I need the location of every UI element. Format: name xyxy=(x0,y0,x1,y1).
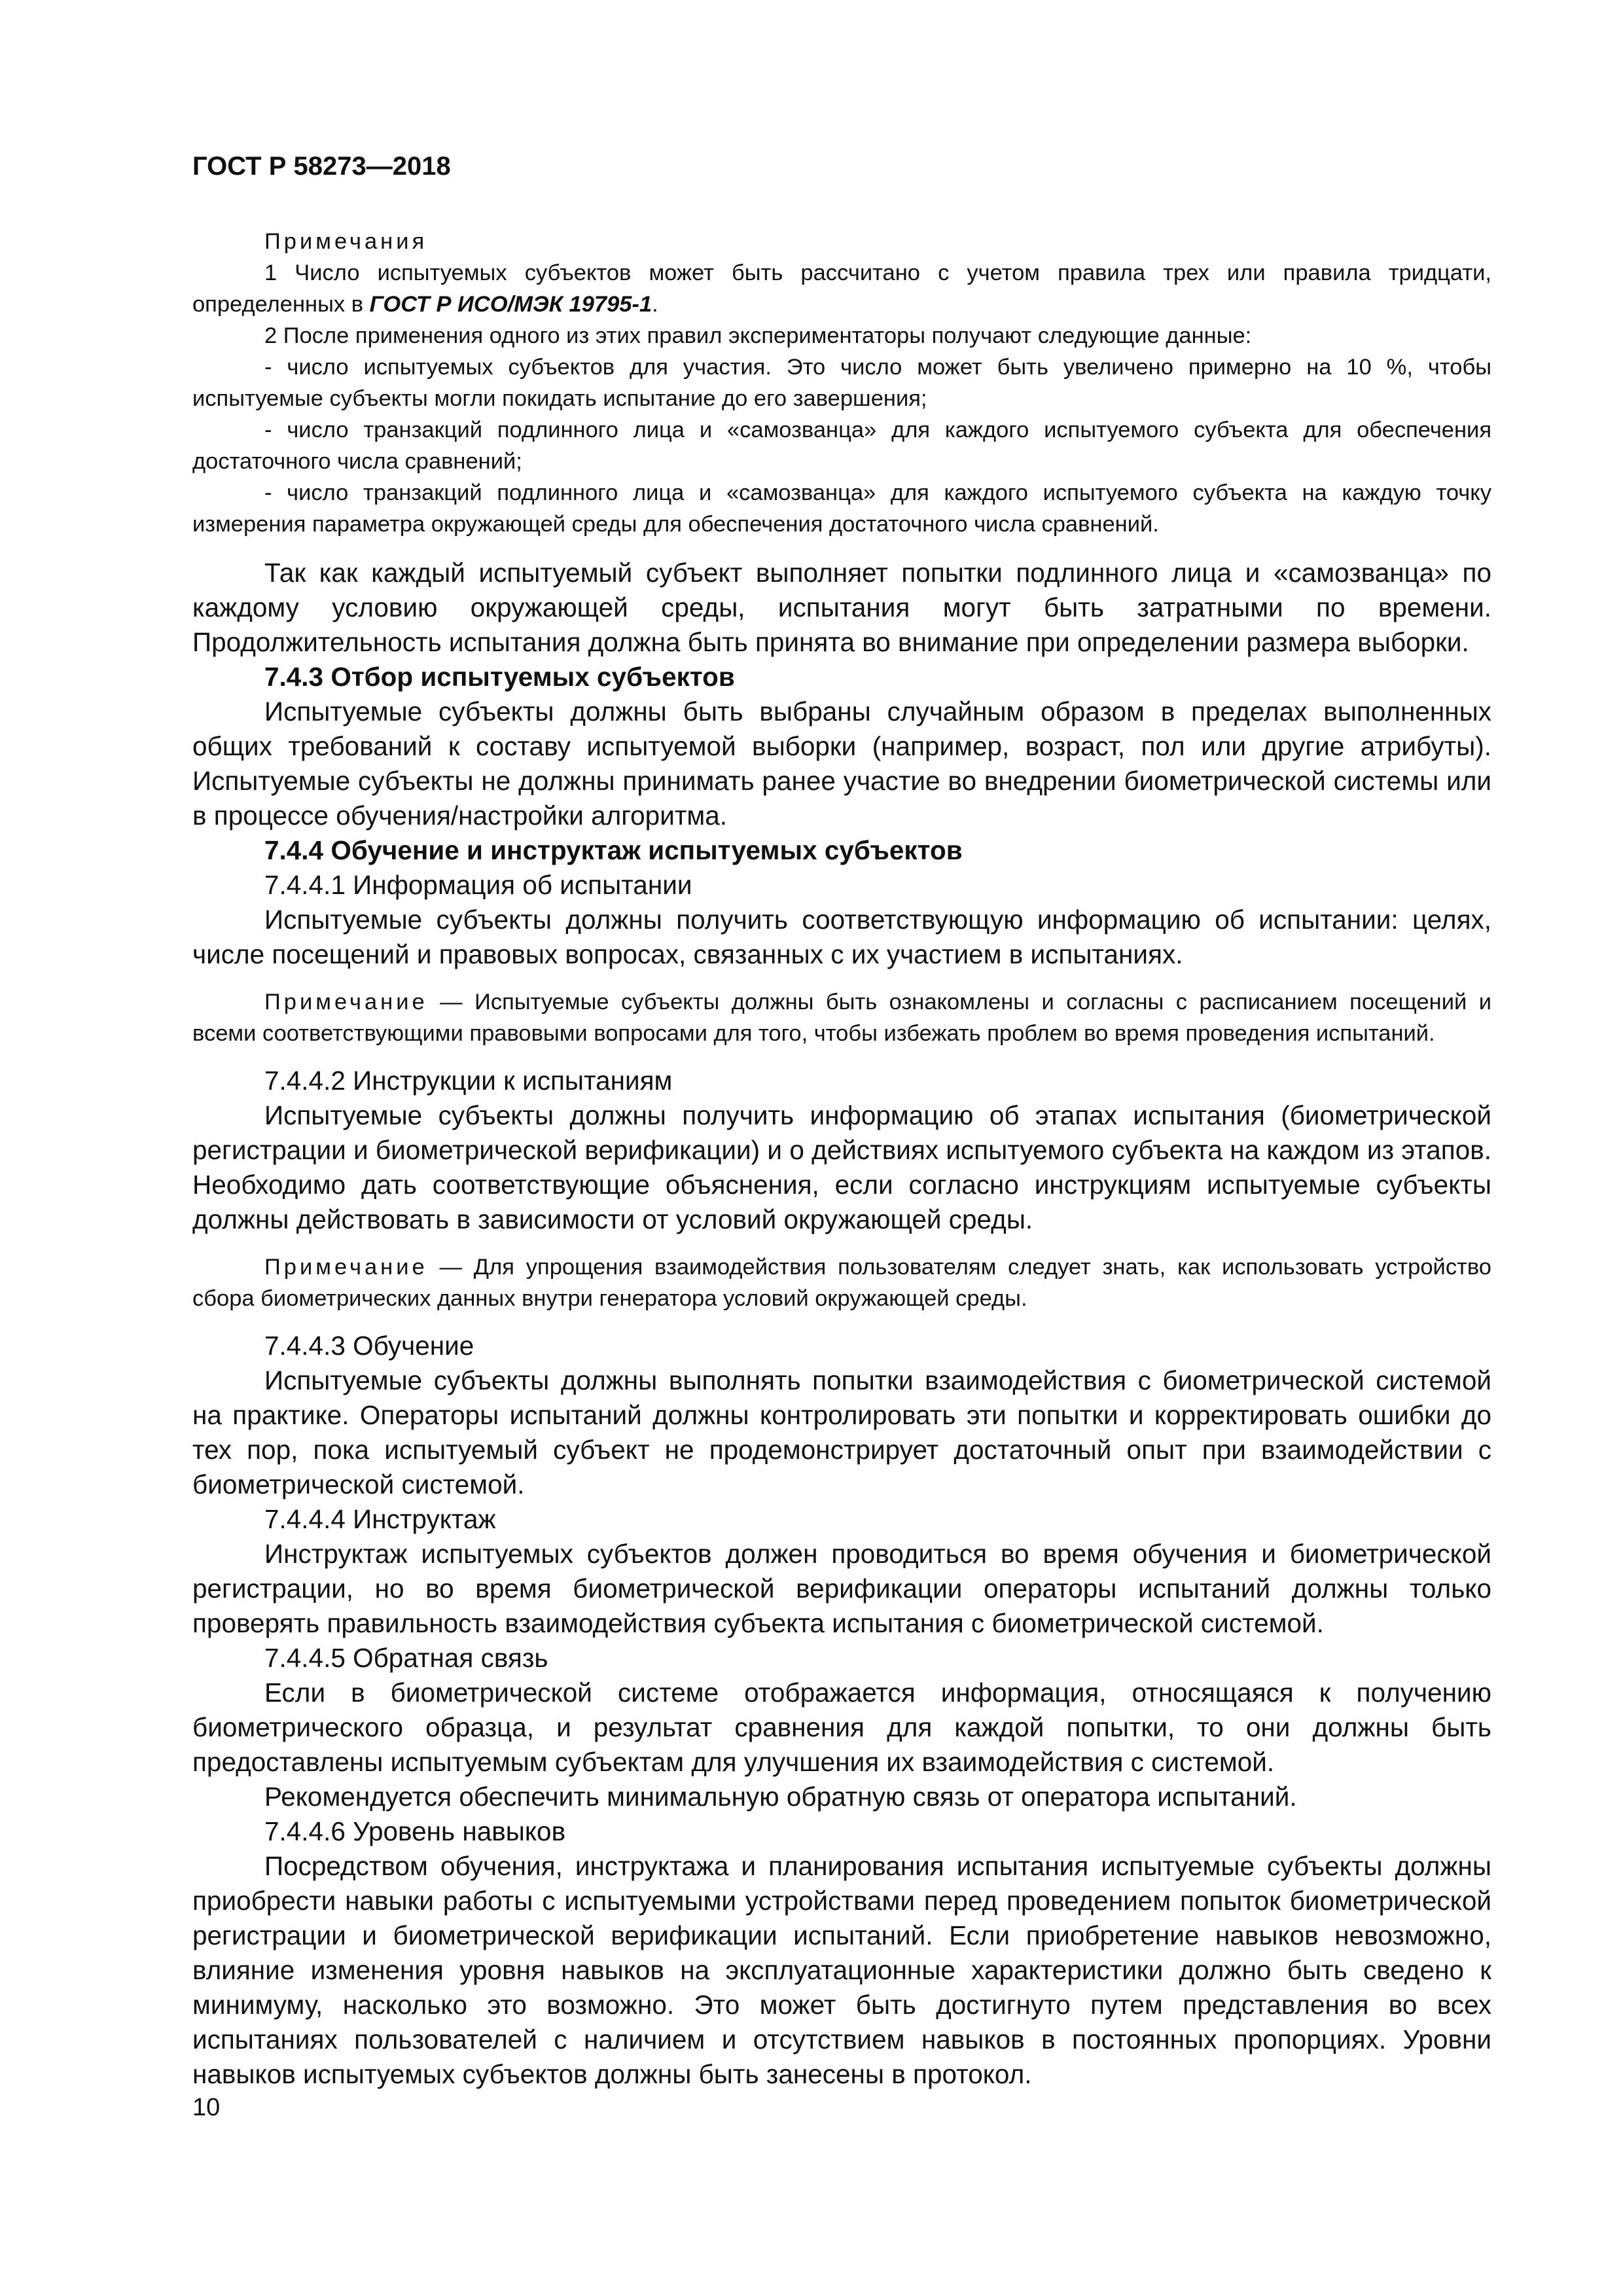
note-2-bullet-3: - число транзакций подлинного лица и «самозванца» для каждого испытуемого субъекта на каждую точку измерения параметра окружающей среды для обеспечения достаточного числа сравнений. xyxy=(192,480,1491,537)
paragraph-test-duration: Так как каждый испытуемый субъект выполняет попытки подлинного лица и «самозванца» по каждому условию окружающей среды, испытания могут быть затратными по времени. Продолжительность испытания должна быть принята во внимание при определении размера выборки. xyxy=(192,558,1491,657)
subsection-heading-7-4-4-6: 7.4.4.6 Уровень навыков xyxy=(264,1816,566,1846)
note-1-text: 1 Число испытуемых субъектов может быть рассчитано с учетом правила трех или правила тридцати, определенных в xyxy=(192,260,1491,317)
note-label: Примечание xyxy=(264,1255,428,1280)
note-1-end: . xyxy=(652,292,658,317)
note-text: — Испытуемые субъекты должны быть ознакомлены и согласны с расписанием посещений и всеми соответствующими правовыми вопросами для того, чтобы избежать проблем во время проведения испытаний. xyxy=(192,990,1491,1046)
standard-designation: ГОСТ Р 58273—2018 xyxy=(192,152,451,181)
paragraph-7-4-4-1: Испытуемые субъекты должны получить соответствующую информацию об испытании: целях, числе посещений и правовых вопросах, связанных с их участием в испытаниях. xyxy=(192,905,1491,969)
paragraph-7-4-4-2: Испытуемые субъекты должны получить информацию об этапах испытания (биометрической регистрации и биометрической верификации) и о действиях испытуемого субъекта на каждом из этапов. Необходимо дать соответствующие объяснения, если согласно инструкциям испытуемые субъекты должны действовать в зависимости от условий окружающей среды. xyxy=(192,1100,1491,1234)
paragraph-7-4-4-3: Испытуемые субъекты должны выполнять попытки взаимодействия с биометрической системой на практике. Операторы испытаний должны контролировать эти попытки и корректировать ошибки до тех пор, пока испытуемый субъект не продемонстрирует достаточный опыт при взаимодействии с биометрической системой. xyxy=(192,1365,1491,1499)
note-2: 2 После применения одного из этих правил экспериментаторы получают следующие данные: xyxy=(264,323,1252,348)
paragraph-7-4-4-5-b: Рекомендуется обеспечить минимальную обратную связь от оператора испытаний. xyxy=(264,1782,1297,1812)
note-2-bullet-1: - число испытуемых субъектов для участия. Это число может быть увеличено примерно на 10 %, чтобы испытуемые субъекты могли покидать испытание до его завершения; xyxy=(192,355,1491,411)
note-text: — Для упрощения взаимодействия пользователям следует знать, как использовать устройство сбора биометрических данных внутри генератора условий окружающей среды. xyxy=(192,1255,1491,1311)
subsection-heading-7-4-4-4: 7.4.4.4 Инструктаж xyxy=(264,1504,496,1534)
subsection-heading-7-4-4-2: 7.4.4.2 Инструкции к испытаниям xyxy=(264,1066,673,1096)
note-1 xyxy=(192,257,1491,320)
paragraph-7-4-4-5-a: Если в биометрической системе отображается информация, относящаяся к получению биометрического образца, и результат сравнения для каждой попытки, то они должны быть предоставлены испытуемым субъектам для улучшения их взаимодействия с системой. xyxy=(192,1677,1491,1777)
subsection-heading-7-4-4-3: 7.4.4.3 Обучение xyxy=(264,1331,474,1361)
note-2-bullet-2: - число транзакций подлинного лица и «самозванца» для каждого испытуемого субъекта для обеспечения достаточного числа сравнений; xyxy=(192,418,1491,474)
note-7-4-4-2 xyxy=(192,1251,1491,1314)
paragraph-7-4-3: Испытуемые субъекты должны быть выбраны случайным образом в пределах выполненных общих требований к составу испытуемой выборки (например, возраст, пол или другие атрибуты). Испытуемые субъекты не должны принимать ранее участие во внедрении биометрической системы или в процессе обучения/настройки алгоритма. xyxy=(192,696,1491,831)
paragraph-7-4-4-4: Инструктаж испытуемых субъектов должен проводиться во время обучения и биометрической регистрации, но во время биометрической верификации операторы испытаний должны только проверять правильность взаимодействия субъекта испытания с биометрической системой. xyxy=(192,1539,1491,1638)
section-heading-7-4-3: 7.4.3 Отбор испытуемых субъектов xyxy=(264,662,735,692)
subsection-heading-7-4-4-1: 7.4.4.1 Информация об испытании xyxy=(264,870,692,900)
notes-label: Примечания xyxy=(264,229,428,254)
note-7-4-4-1 xyxy=(192,986,1491,1049)
note-label: Примечание xyxy=(264,990,428,1014)
notes-block xyxy=(192,226,1491,540)
section-heading-7-4-4: 7.4.4 Обучение и инструктаж испытуемых субъектов xyxy=(264,835,963,865)
subsection-heading-7-4-4-5: 7.4.4.5 Обратная связь xyxy=(264,1643,548,1673)
paragraph-7-4-4-6: Посредством обучения, инструктажа и планирования испытания испытуемые субъекты должны приобрести навыки работы с испытуемыми устройствами перед проведением попыток биометрической регистрации и биометрической верификации испытаний. Если приобретение навыков невозможно, влияние изменения уровня навыков на эксплуатационные характеристики должно быть сведено к минимуму, насколько это возможно. Это может быть достигнуто путем представления во всех испытаниях пользователей с наличием и отсутствием навыков в постоянных пропорциях. Уровни навыков испытуемых субъектов должны быть занесены в протокол. xyxy=(192,1851,1491,2089)
page-content xyxy=(192,226,1491,2092)
page-number: 10 xyxy=(192,2094,221,2121)
note-1-reference: ГОСТ Р ИСО/МЭК 19795-1 xyxy=(369,292,652,317)
